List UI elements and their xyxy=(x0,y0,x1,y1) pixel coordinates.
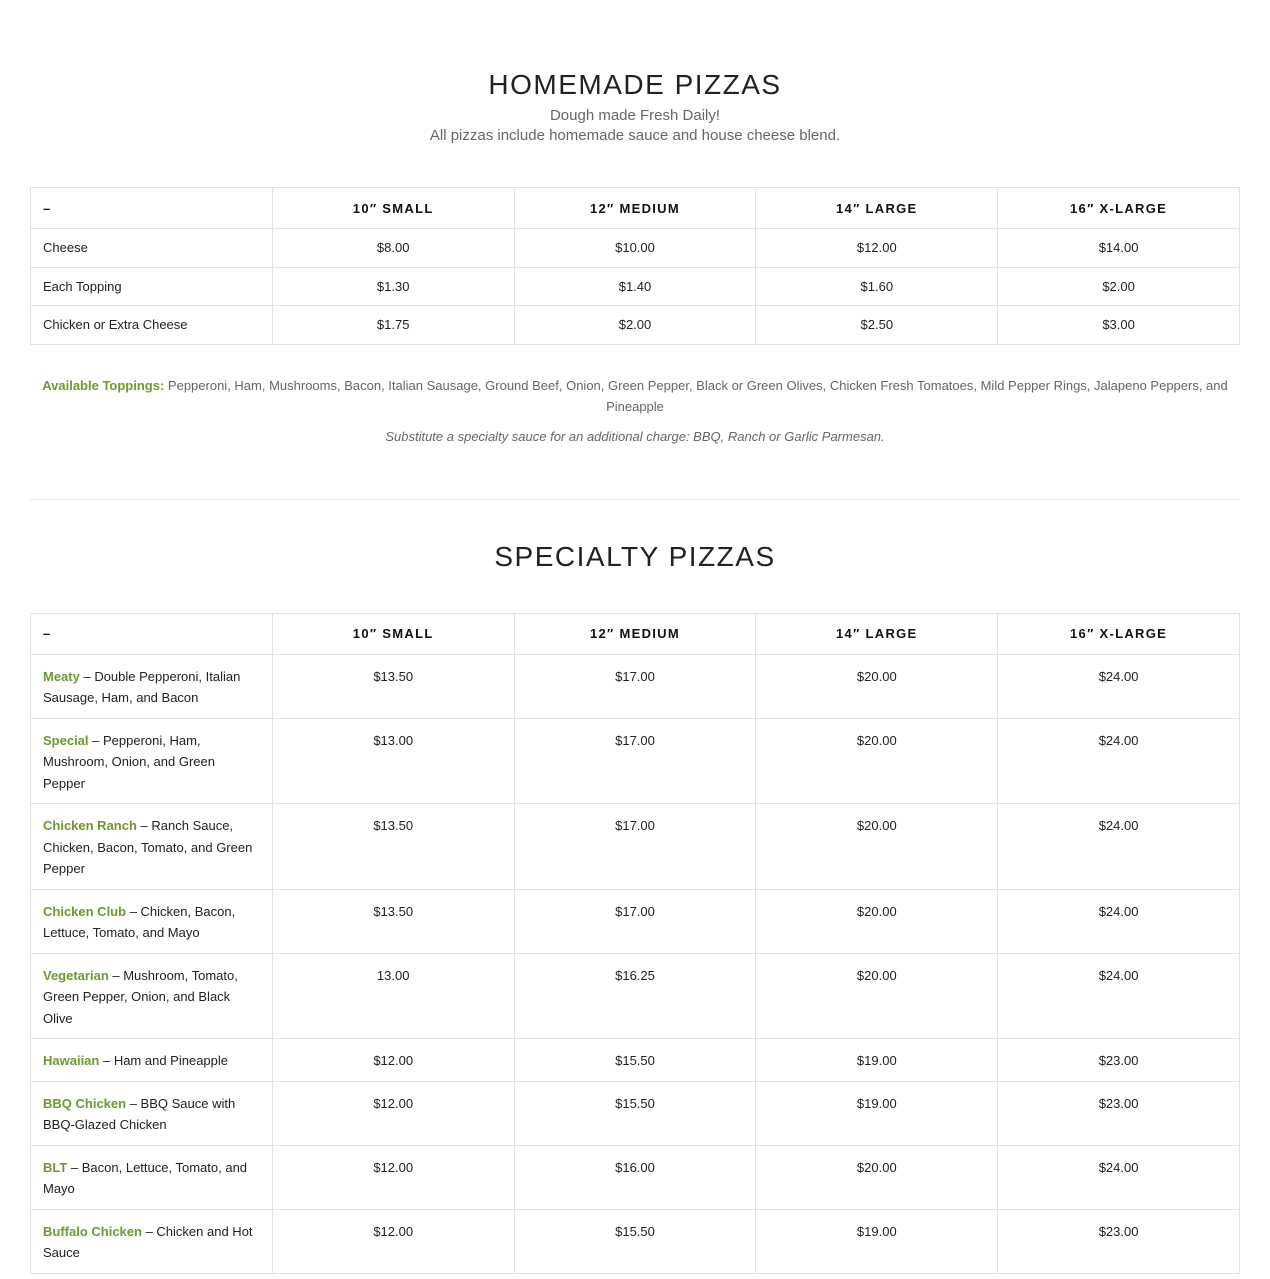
item-name: Cheese xyxy=(31,229,273,268)
pizza-name: Meaty xyxy=(43,668,80,684)
pizza-description: – BBQ Sauce with BBQ-Glazed Chicken xyxy=(43,1095,236,1132)
table-row xyxy=(31,1081,1240,1145)
item-name: Chicken or Extra Cheese xyxy=(31,306,273,345)
pizza-name: BLT xyxy=(43,1159,68,1175)
header-medium: 12″ MEDIUM xyxy=(514,613,756,654)
pizza-cell xyxy=(31,953,273,1039)
homemade-subtitle-dough: Dough made Fresh Daily! xyxy=(549,107,721,124)
available-toppings xyxy=(30,375,1240,417)
pizza-description: – Ranch Sauce, Chicken, Bacon, Tomato, and Green Pepper xyxy=(43,818,253,876)
price-xlarge: $2.00 xyxy=(998,267,1240,306)
table-header-row xyxy=(31,613,1240,654)
table-row xyxy=(31,889,1240,953)
price-medium: $10.00 xyxy=(514,229,756,268)
homemade-subtitle-sauce: All pizzas include homemade sauce and house cheese blend. xyxy=(429,127,841,144)
price-medium: $17.00 xyxy=(514,718,756,804)
price-small: $1.75 xyxy=(272,306,514,345)
price-medium: $16.25 xyxy=(514,953,756,1039)
price-large: $20.00 xyxy=(756,953,998,1039)
price-xlarge: $23.00 xyxy=(998,1081,1240,1145)
table-row xyxy=(31,804,1240,890)
pizza-cell xyxy=(31,1209,273,1273)
table-row xyxy=(31,654,1240,718)
price-small: $13.00 xyxy=(272,718,514,804)
price-medium: $17.00 xyxy=(514,889,756,953)
price-small: $12.00 xyxy=(272,1039,514,1082)
pizza-name: BBQ Chicken xyxy=(43,1095,127,1111)
price-small: $12.00 xyxy=(272,1145,514,1209)
price-large: $19.00 xyxy=(756,1209,998,1273)
price-small: $12.00 xyxy=(272,1209,514,1273)
pizza-name: Chicken Ranch xyxy=(43,818,137,833)
price-small: $1.30 xyxy=(272,267,514,306)
price-small: $13.50 xyxy=(272,654,514,718)
price-xlarge: $23.00 xyxy=(998,1039,1240,1082)
price-xlarge: $24.00 xyxy=(998,718,1240,804)
price-medium: $1.40 xyxy=(514,267,756,306)
price-medium: $15.50 xyxy=(514,1039,756,1082)
price-xlarge: $14.00 xyxy=(998,229,1240,268)
table-row xyxy=(31,1145,1240,1209)
toppings-label: Available Toppings: xyxy=(42,377,165,393)
price-medium: $17.00 xyxy=(514,804,756,890)
table-row xyxy=(31,718,1240,804)
price-large: $12.00 xyxy=(756,229,998,268)
pizza-name: Special xyxy=(43,732,89,748)
pizza-name: Buffalo Chicken xyxy=(43,1223,142,1239)
price-xlarge: $24.00 xyxy=(998,1145,1240,1209)
table-row xyxy=(31,229,1240,268)
pizza-name: Hawaiian xyxy=(43,1053,100,1068)
table-row xyxy=(31,306,1240,345)
header-item: – xyxy=(31,613,273,654)
header-small: 10″ SMALL xyxy=(272,613,514,654)
table-row xyxy=(31,1209,1240,1273)
header-small: 10″ SMALL xyxy=(272,188,514,229)
header-medium: 12″ MEDIUM xyxy=(514,188,756,229)
price-medium: $15.50 xyxy=(514,1209,756,1273)
price-xlarge: $23.00 xyxy=(998,1209,1240,1273)
header-large: 14″ LARGE xyxy=(756,613,998,654)
price-medium: $2.00 xyxy=(514,306,756,345)
price-small: $8.00 xyxy=(272,229,514,268)
price-large: $1.60 xyxy=(756,267,998,306)
pizza-description: – Ham and Pineapple xyxy=(99,1053,229,1068)
header-large: 14″ LARGE xyxy=(756,188,998,229)
price-large: $20.00 xyxy=(756,1145,998,1209)
table-header-row xyxy=(31,188,1240,229)
header-item: – xyxy=(31,188,273,229)
item-name: Each Topping xyxy=(31,267,273,306)
price-medium: $15.50 xyxy=(514,1081,756,1145)
price-large: $20.00 xyxy=(756,889,998,953)
page xyxy=(30,0,1240,1274)
table-row xyxy=(31,953,1240,1039)
pizza-description: – Chicken and Hot Sauce xyxy=(43,1223,253,1260)
table-row xyxy=(31,1039,1240,1082)
specialty-pizzas-title: SPECIALTY PIZZAS xyxy=(494,540,776,572)
price-large: $2.50 xyxy=(756,306,998,345)
price-xlarge: $3.00 xyxy=(998,306,1240,345)
pizza-cell xyxy=(31,889,273,953)
price-large: $20.00 xyxy=(756,654,998,718)
pizza-cell xyxy=(31,718,273,804)
specialty-pizza-table xyxy=(30,613,1240,1274)
pizza-cell xyxy=(31,1081,273,1145)
header-xlarge: 16″ X-LARGE xyxy=(998,613,1240,654)
price-xlarge: $24.00 xyxy=(998,654,1240,718)
price-medium: $17.00 xyxy=(514,654,756,718)
header-xlarge: 16″ X-LARGE xyxy=(998,188,1240,229)
pizza-description: – Mushroom, Tomato, Green Pepper, Onion, and Black Olive xyxy=(43,967,238,1026)
price-xlarge: $24.00 xyxy=(998,889,1240,953)
pizza-description: – Double Pepperoni, Italian Sausage, Ham, and Bacon xyxy=(43,668,241,705)
table-row xyxy=(31,267,1240,306)
price-medium: $16.00 xyxy=(514,1145,756,1209)
pizza-cell xyxy=(31,1039,273,1082)
pizza-cell xyxy=(31,804,273,890)
toppings-list: Pepperoni, Ham, Mushrooms, Bacon, Italian Sausage, Ground Beef, Onion, Green Pepper, Black or Green Olives, Chicken Fresh Tomatoes, Mild Pepper Rings, Jalapeno Peppers, and Pineapple xyxy=(164,377,1228,414)
price-large: $19.00 xyxy=(756,1081,998,1145)
price-small: $13.50 xyxy=(272,889,514,953)
homemade-pizza-table xyxy=(30,187,1240,345)
pizza-cell xyxy=(31,654,273,718)
price-large: $20.00 xyxy=(756,718,998,804)
homemade-pizzas-title: HOMEMADE PIZZAS xyxy=(488,69,782,100)
price-xlarge: $24.00 xyxy=(998,804,1240,890)
price-large: $19.00 xyxy=(756,1039,998,1082)
specialty-sauce-note: Substitute a specialty sauce for an additional charge: BBQ, Ranch or Garlic Parmesan. xyxy=(385,428,885,444)
price-large: $20.00 xyxy=(756,804,998,890)
pizza-name: Chicken Club xyxy=(43,903,127,919)
price-xlarge: $24.00 xyxy=(998,953,1240,1039)
pizza-name: Vegetarian xyxy=(43,967,109,983)
pizza-cell xyxy=(31,1145,273,1209)
pizza-description: – Chicken, Bacon, Lettuce, Tomato, and Mayo xyxy=(43,903,236,940)
pizza-description: – Bacon, Lettuce, Tomato, and Mayo xyxy=(43,1159,248,1196)
price-small: $13.50 xyxy=(272,804,514,890)
pizza-description: – Pepperoni, Ham, Mushroom, Onion, and Green Pepper xyxy=(43,732,215,791)
price-small: 13.00 xyxy=(272,953,514,1039)
price-small: $12.00 xyxy=(272,1081,514,1145)
